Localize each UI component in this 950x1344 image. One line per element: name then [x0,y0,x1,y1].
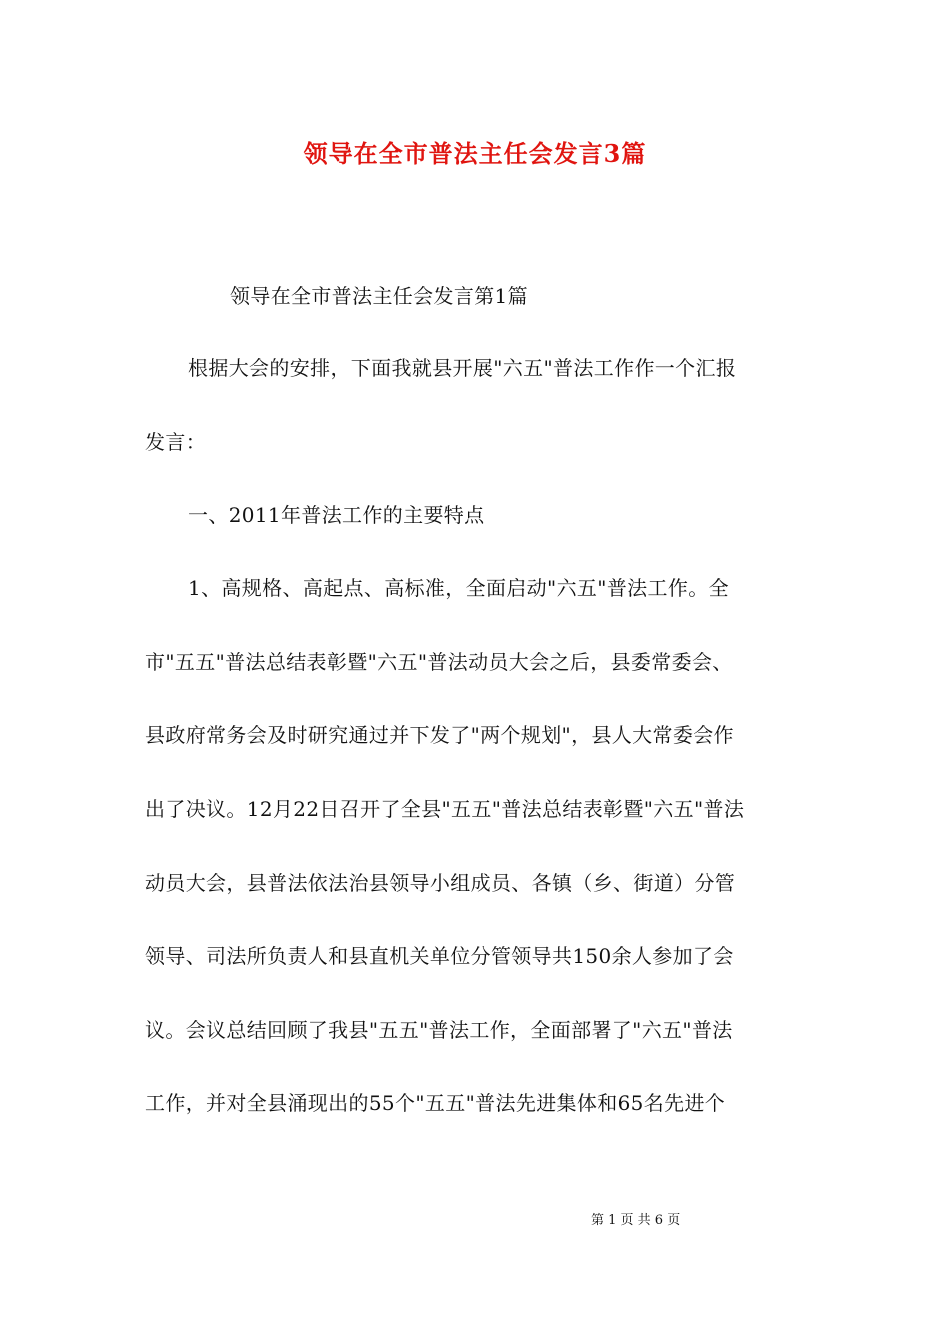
body-line-7: 议。会议总结回顾了我县"五五"普法工作，全面部署了"六五"普法 [145,1018,733,1042]
heading-one: 一、2011年普法工作的主要特点 [188,503,485,527]
intro-line-1: 根据大会的安排，下面我就县开展"六五"普法工作作一个汇报 [188,356,737,380]
body-line-8: 工作，并对全县涌现出的55个"五五"普法先进集体和65名先进个 [145,1091,726,1115]
section-heading: 领导在全市普法主任会发言第1篇 [230,284,528,308]
body-line-5: 动员大会，县普法依法治县领导小组成员、各镇（乡、街道）分管 [145,871,736,895]
body-line-3: 县政府常务会及时研究通过并下发了"两个规划"，县人大常委会作 [145,723,734,747]
body-line-4: 出了决议。12月22日召开了全县"五五"普法总结表彰暨"六五"普法 [145,797,745,821]
body-line-1: 1、高规格、高起点、高标准，全面启动"六五"普法工作。全 [188,576,729,600]
document-title: 领导在全市普法主任会发言3篇 [303,139,647,168]
body-line-6: 领导、司法所负责人和县直机关单位分管领导共150余人参加了会 [145,944,734,968]
intro-line-2: 发言： [145,430,207,454]
page-number-footer: 第 1 页 共 6 页 [591,1213,681,1228]
body-line-2: 市"五五"普法总结表彰暨"六五"普法动员大会之后，县委常委会、 [145,650,733,674]
